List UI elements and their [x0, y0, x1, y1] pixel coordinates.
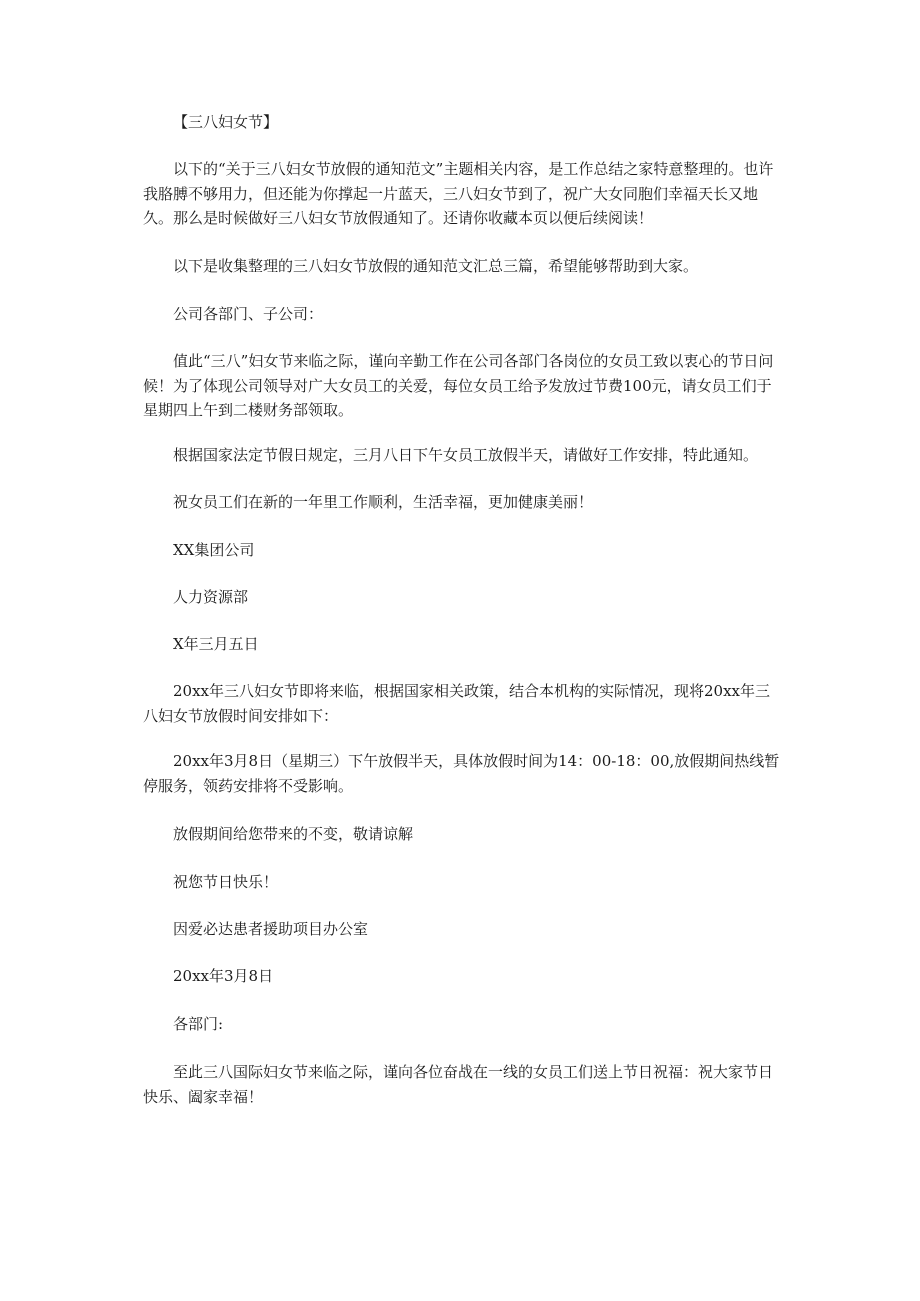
paragraph-schedule: 20xx年3月8日（星期三）下午放假半天，具体放假时间为14：00-18：00,放假期间热线暂停服务，领药安排将不受影响。 [143, 752, 780, 795]
paragraph-intro: 以下的“关于三八妇女节放假的通知范文”主题相关内容，是工作总结之家特意整理的。也许我胳膊不够用力，但还能为你撑起一片蓝天，三八妇女节到了，祝广大女同胞们幸福天长又地久。那么是时候做好三八妇女节放假通知了。还请你收藏本页以便后续阅读！ [143, 160, 774, 227]
signature-office: 因爱必达患者援助项目办公室 [173, 920, 369, 938]
document-heading: 【三八妇女节】 [173, 113, 279, 131]
paragraph-salutation-1: 公司各部门、子公司： [173, 305, 324, 323]
paragraph-apology: 放假期间给您带来的不变，敬请谅解 [173, 825, 414, 843]
signature-date-2: 20xx年3月8日 [173, 967, 274, 985]
signature-company: XX集团公司 [173, 541, 255, 559]
paragraph-greeting-3: 至此三八国际妇女节来临之际，谨向各位奋战在一线的女员工们送上节日祝福：祝大家节日快乐、阖家幸福！ [143, 1063, 774, 1106]
signature-department: 人力资源部 [173, 588, 249, 606]
paragraph-holiday-rule: 根据国家法定节假日规定，三月八日下午女员工放假半天，请做好工作安排，特此通知。 [173, 446, 759, 464]
paragraph-notice-2: 20xx年三八妇女节即将来临，根据国家相关政策，结合本机构的实际情况，现将20xx年三八妇女节放假时间安排如下： [143, 682, 771, 725]
signature-date-1: X年三月五日 [173, 635, 259, 653]
paragraph-salutation-3: 各部门: [173, 1015, 224, 1033]
paragraph-wishes-1: 祝女员工们在新的一年里工作顺利，生活幸福，更加健康美丽！ [173, 493, 594, 511]
paragraph-summary: 以下是收集整理的三八妇女节放假的通知范文汇总三篇，希望能够帮助到大家。 [173, 257, 699, 275]
paragraph-greeting-1: 值此“三八”妇女节来临之际，谨向辛勤工作在公司各部门各岗位的女员工致以衷心的节日问候！为了体现公司领导对广大女员工的关爱，每位女员工给予发放过节费100元，请女员工们于星期四上午到二楼财务部领取。 [143, 352, 774, 419]
paragraph-wishes-2: 祝您节日快乐！ [173, 873, 279, 891]
